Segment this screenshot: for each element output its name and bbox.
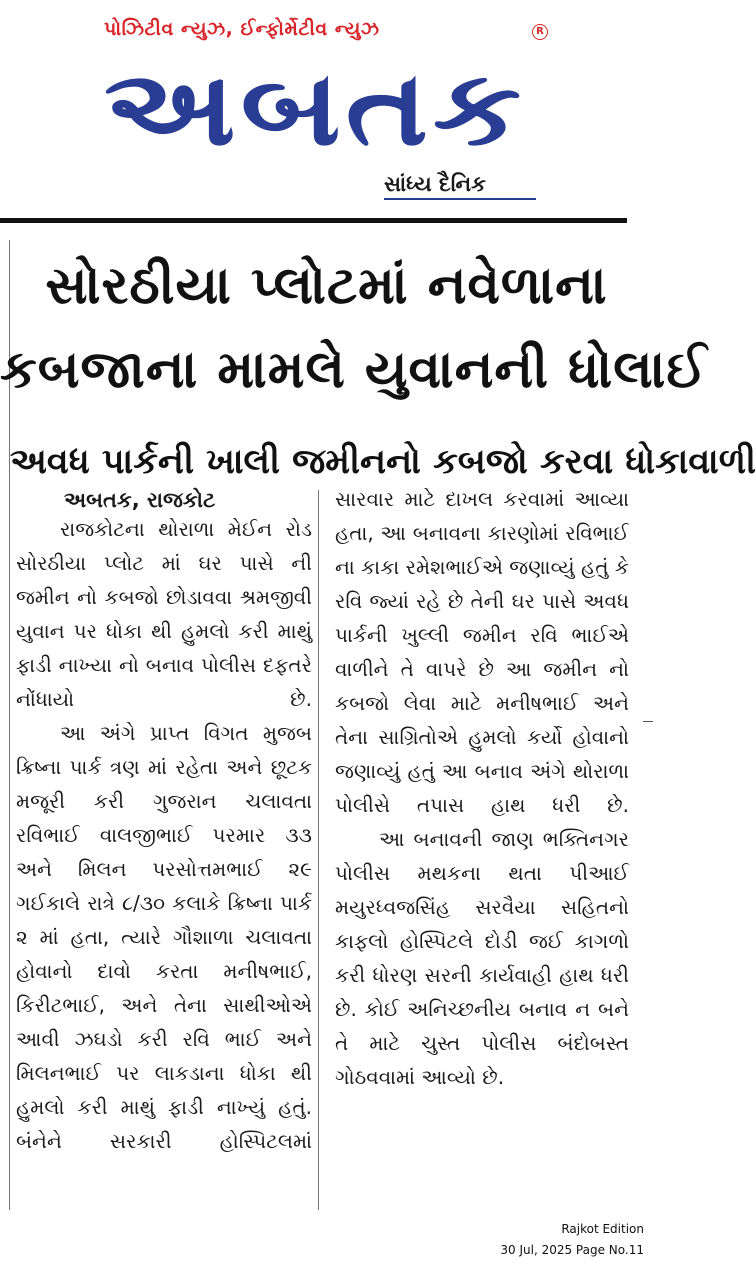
headline-line-2: કબજાના મામલે યુવાનની ધોલાઈ	[0, 340, 708, 400]
registered-mark-icon: R	[532, 24, 548, 40]
dateline: અબતક, રાજકોટ	[64, 488, 216, 512]
paragraph: રાજકોટના થોરાળા મેઈન રોડ સોરઠીયા પ્લોટ માં ઘર પાસે ની જમીન નો કબજો છોડાવવા શ્રમજીવી યુવાન પર ધોકા થી હુમલો કરી માથું ફાડી નાખ્યા નો બનાવ પોલીસ દફતરે નોંધાયો છે.	[16, 517, 312, 711]
subheadline: અવધ પાર્કની ખાલી જમીનનો કબજો કરવા ધોકાવાળી	[10, 442, 756, 482]
masthead-tagline: પોઝિટીવ ન્યુઝ, ઈન્ફોર્મેટીવ ન્યુઝ	[104, 18, 380, 40]
margin-tick	[643, 721, 653, 722]
headline-line-1: સોરઠીયા પ્લોટમાં નવેળાના	[45, 256, 608, 316]
article-column-left	[16, 512, 312, 1158]
paragraph: આ અંગે પ્રાપ્ત વિગત મુજબ ક્રિષ્ના પાર્ક ત્રણ માં રહેતા અને છૂટક મજૂરી કરી ગુજરાન ચલાવતા રવિભાઈ વાલજીભાઈ પરમાર ૩૩ અને મિલન પરસોત્તમભાઈ ૨૯ ગઈકાલે રાત્રે ૮/૩૦ કલાકે ક્રિષ્ના પાર્ક ૨ માં હતા, ત્યારે ગૌશાળા ચલાવતા હોવાનો દાવો કરતા મનીષભાઈ, કિરીટભાઈ, અને તેના સાથીઓએ આવી ઝઘડો કરી રવિ ભાઈ અને મિલનભાઈ પર લાકડાના ધોકા થી હુમલો કરી માથું ફાડી નાખ્યું હતું. બંનેને સરકારી હોસ્પિટલમાં	[16, 721, 312, 1153]
logo-underline	[384, 198, 536, 200]
column-divider	[318, 490, 319, 1210]
edition-label: Rajkot Edition	[561, 1222, 644, 1236]
masthead	[0, 0, 653, 222]
article-column-right	[335, 482, 629, 1094]
paragraph: આ બનાવની જાણ ભક્તિનગર પોલીસ મથકના થતા પીઆઈ મયુરધ્વજસિંહ સરવૈયા સહિતનો કાફલો હોસ્પિટલે દોડી જઈ કાગળો કરી ધોરણ સરની કાર્યવાહી હાથ ધરી છે. કોઈ અનિચ્છનીય બનાવ ન બને તે માટે ચુસ્ત પોલીસ બંદોબસ્ત ગોઠવવામાં આવ્યો છે.	[335, 827, 629, 1089]
paragraph: સારવાર માટે દાખલ કરવામાં આવ્યા હતા, આ બનાવના કારણોમાં રવિભાઈ ના કાકા રમેશભાઈએ જણાવ્યું હતું કે રવિ જ્યાં રહે છે તેની ઘર પાસે અવધ પાર્કની ખુલ્લી જમીન રવિ ભાઈએ વાળીને તે વાપરે છે આ જમીન નો કબજો લેવા માટે મનીષભાઈ અને તેના સાગ્રિતોએ હુમલો કર્યો હોવાનો જણાવ્યું હતું આ બનાવ અંગે થોરાળા પોલીસે તપાસ હાથ ધરી છે.	[335, 487, 629, 817]
page-info: 30 Jul, 2025 Page No.11	[500, 1243, 644, 1257]
newspaper-logo: અબતક	[104, 47, 526, 169]
masthead-rule	[0, 218, 627, 223]
masthead-subtitle: સાંધ્ય દૈનિક	[384, 172, 486, 196]
